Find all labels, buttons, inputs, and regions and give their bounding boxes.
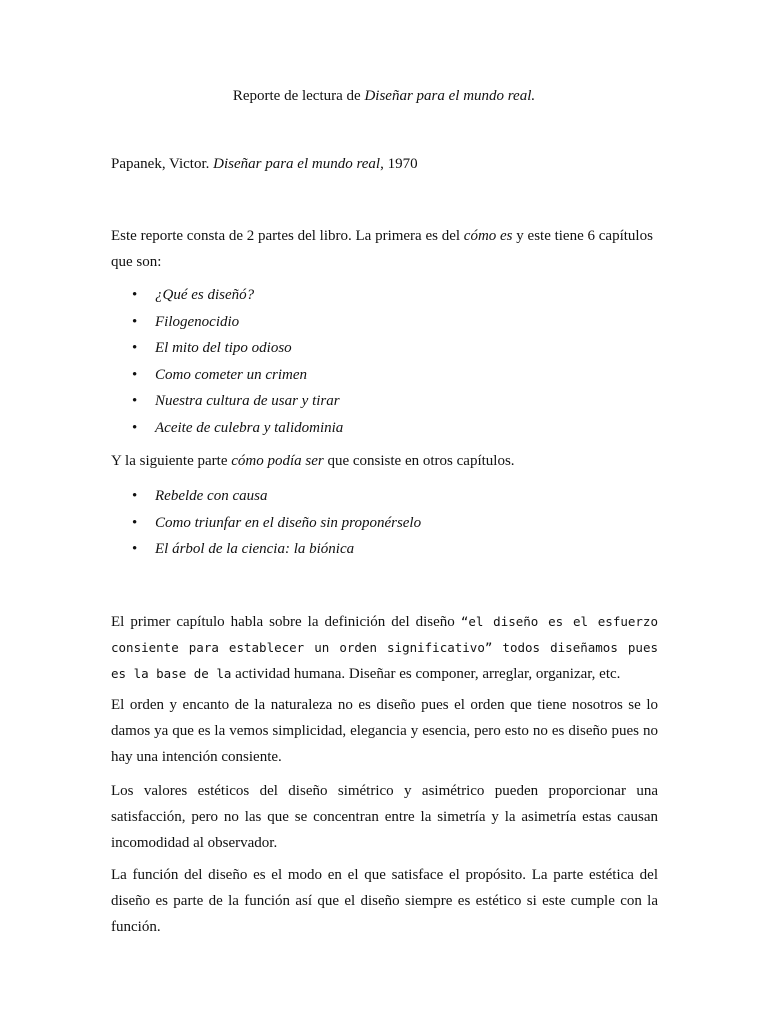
p1-text-1: El primer capítulo habla sobre la definición del diseño (111, 614, 461, 630)
list-item-label: ¿Qué es diseñó? (155, 287, 255, 303)
list-item (111, 285, 343, 312)
p1-quote: “el diseño es el esfuerzo consiente para establecer un orden significativo” todos diseñamos pues es la base de la (111, 614, 658, 681)
list-item (111, 486, 421, 513)
citation-author: Papanek, Victor. (111, 156, 214, 172)
intro-text-2: y este tiene 6 capítulos que son: (111, 228, 653, 270)
list-item-label: Como cometer un crimen (155, 366, 308, 383)
intro-emphasis: cómo es (463, 228, 513, 244)
bullet-icon: • (132, 393, 138, 409)
list-item-label: El árbol de la ciencia: la biónica (155, 541, 355, 557)
siguiente-text-2: que consiste en otros capítulos. (323, 453, 515, 469)
list-item-label: El mito del tipo odioso (155, 340, 292, 356)
bullet-icon: • (132, 488, 138, 504)
list-item (111, 312, 343, 339)
bullet-icon: • (132, 340, 138, 356)
bullet-icon: • (132, 287, 138, 303)
list-item (111, 418, 343, 445)
bullet-icon: • (132, 419, 138, 436)
title-book: Diseñar para el mundo real. (364, 88, 536, 104)
intro-text-1: Este reporte consta de 2 partes del libro. La primera es del (111, 228, 464, 244)
siguiente-text-1: Y la siguiente parte (111, 453, 232, 469)
list-item (111, 338, 343, 365)
citation-year: , 1970 (380, 156, 418, 172)
title-prefix: Reporte de lectura de (232, 88, 365, 104)
chapter-list-como-podia-ser (111, 486, 421, 566)
list-item-label: Filogenocidio (155, 313, 240, 330)
list-item (111, 539, 421, 566)
list-item (111, 513, 421, 540)
book-citation (111, 154, 418, 174)
bullet-icon: • (132, 313, 138, 330)
p1-text-2: actividad humana. Diseñar es componer, arreglar, organizar, etc. (231, 666, 621, 682)
intro-paragraph (111, 223, 659, 275)
bullet-icon: • (132, 541, 138, 557)
bullet-icon: • (132, 514, 138, 531)
list-item-label: Rebelde con causa (155, 488, 268, 504)
siguiente-emphasis: cómo podía ser (231, 453, 324, 469)
list-item-label: Como triunfar en el diseño sin proponérselo (155, 514, 422, 531)
chapter-list-como-es (111, 285, 343, 444)
list-item-label: Nuestra cultura de usar y tirar (155, 393, 340, 409)
paragraph-function: La función del diseño es el modo en el que satisface el propósito. La parte estética del diseño es parte de la función así que el diseño siempre es estético si este cumple con la función. (111, 867, 658, 935)
list-item (111, 365, 343, 392)
paragraph-definition (111, 609, 658, 687)
citation-book: Diseñar para el mundo real (213, 156, 381, 172)
second-part-intro (111, 451, 515, 471)
paragraph-aesthetics: Los valores estéticos del diseño simétrico y asimétrico pueden proporcionar una satisfacción, pero no las que se concentran entre la simetría y la asimetría estas causan incomodidad al observador. (111, 783, 658, 851)
report-title (0, 86, 768, 106)
paragraph-nature: El orden y encanto de la naturaleza no es diseño pues el orden que tiene nosotros se lo damos ya que es la vemos simplicidad, elegancia y esencia, pero esto no es diseño pues no hay una intención consiente. (111, 697, 658, 765)
list-item-label: Aceite de culebra y talidominia (155, 419, 344, 436)
list-item (111, 391, 343, 418)
bullet-icon: • (132, 366, 138, 383)
